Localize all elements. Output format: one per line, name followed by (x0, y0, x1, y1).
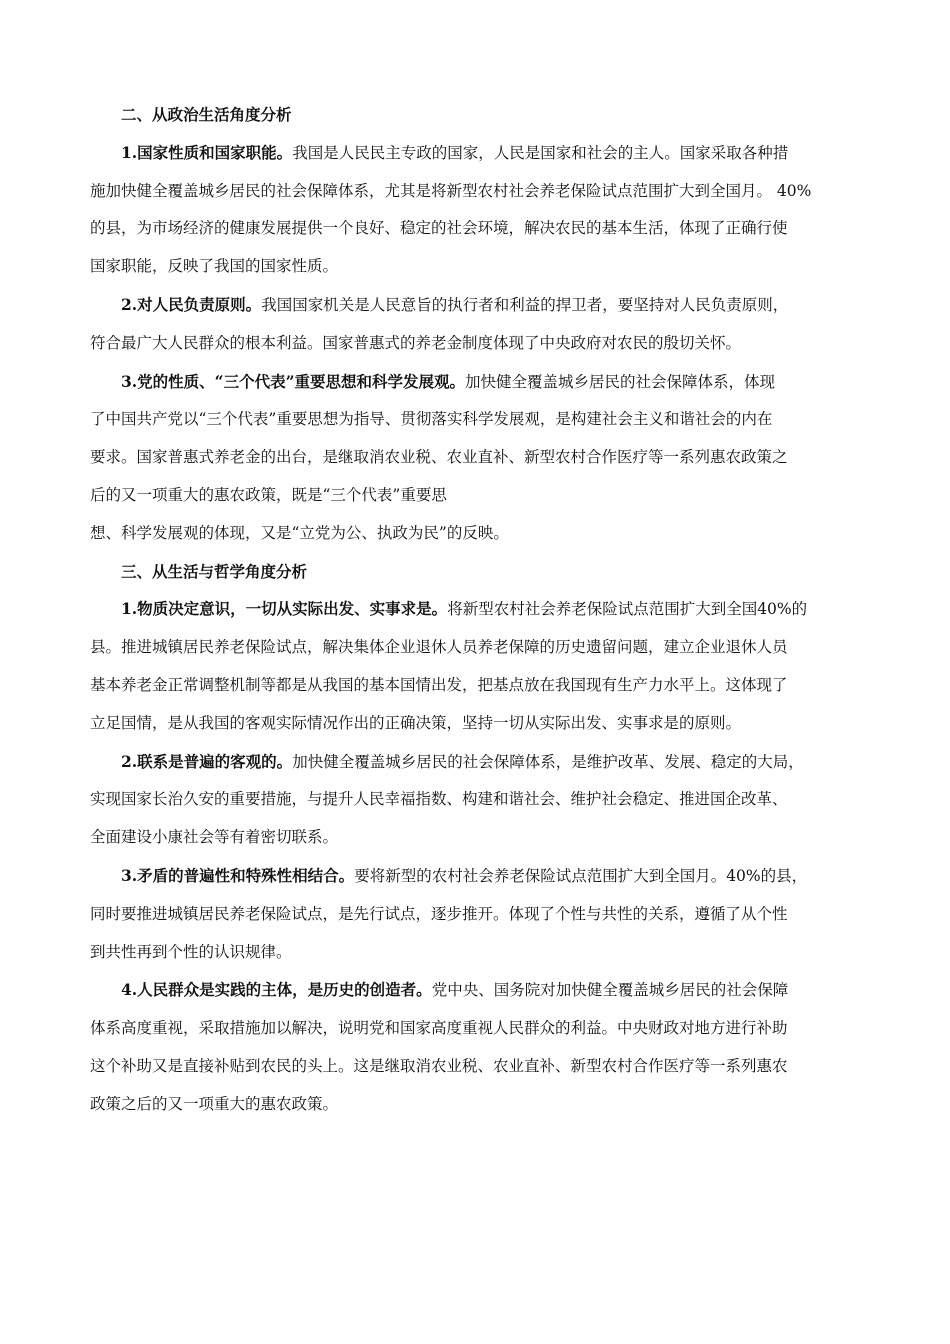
text-line (90, 286, 860, 325)
line-text: 将新型农村社会养老保险试点范围扩大到全国40%的 (447, 600, 808, 619)
line-text: 施加快健全覆盖城乡居民的社会保障体系，尤其是将新型农村社会养老保险试点范围扩大到全国月。 40% (90, 181, 812, 200)
line-text: 加快健全覆盖城乡居民的社会保障体系，体现 (465, 372, 776, 391)
text-line (90, 248, 860, 286)
bold-lead: 2.对人民负责原则。 (121, 294, 262, 314)
line-text: 县。推进城镇居民养老保险试点，解决集体企业退休人员养老保障的历史遗留问题，建立企业退休人员 (90, 638, 788, 657)
text-line (90, 363, 860, 402)
text-line (90, 667, 860, 705)
line-text: 实现国家长治久安的重要措施，与提升人民幸福指数、构建和谐社会、维护社会稳定、推进国企改革、 (90, 790, 788, 809)
text-line (90, 971, 860, 1010)
line-text: 后的又一项重大的惠农政策，既是“三个代表”重要思 (90, 485, 447, 504)
line-text: 这个补助又是直接补贴到农民的头上。这是继取消农业税、农业直补、新型农村合作医疗等一系列惠农 (90, 1056, 788, 1075)
section-heading (90, 553, 860, 591)
text-line (90, 934, 860, 972)
line-text: 政策之后的又一项重大的惠农政策。 (90, 1094, 339, 1113)
bold-lead: 1.国家性质和国家职能。 (121, 142, 293, 162)
text-line (90, 1048, 860, 1086)
line-text: 同时要推进城镇居民养老保险试点，是先行试点，逐步推开。体现了个性与共性的关系，遵循了从个性 (90, 904, 788, 923)
section-heading (90, 96, 860, 134)
bold-lead: 二、从政治生活角度分析 (121, 105, 292, 124)
text-line (90, 857, 860, 896)
document-body (90, 96, 860, 1124)
text-line (90, 1010, 860, 1048)
text-line (90, 401, 860, 439)
document-page (90, 96, 860, 1124)
bold-lead: 3.矛盾的普遍性和特殊性相结合。 (121, 865, 355, 885)
line-text: 我国是人民民主专政的国家，人民是国家和社会的主人。国家采取各种措 (292, 143, 789, 162)
line-text: 立足国情，是从我国的客观实际情况作出的正确决策，坚持一切从实际出发、实事求是的原则。 (90, 713, 742, 732)
text-line (90, 819, 860, 857)
line-text: 了中国共产党以“三个代表”重要思想为指导、贯彻落实科学发展观，是构建社会主义和谐社会的内在 (90, 410, 773, 429)
line-text: 到共性再到个性的认识规律。 (90, 942, 292, 961)
line-text: 党中央、国务院对加快健全覆盖城乡居民的社会保障 (431, 981, 789, 1000)
bold-lead: 三、从生活与哲学角度分析 (121, 561, 308, 581)
text-line (90, 515, 860, 553)
text-line (90, 590, 860, 629)
line-text: 的县，为市场经济的健康发展提供一个良好、稳定的社会环境，解决农民的基本生活，体现了正确行使 (90, 219, 788, 238)
text-line (90, 781, 860, 819)
bold-lead: 2.联系是普遍的客观的。 (121, 751, 293, 771)
text-line (90, 134, 860, 173)
line-text: 我国国家机关是人民意旨的执行者和利益的捍卫者，要坚持对人民负责原则， (261, 295, 789, 314)
bold-lead: 4.人民群众是实践的主体，是历史的创造者。 (121, 980, 432, 1000)
line-text: 要将新型的农村社会养老保险试点范围扩大到全国月。40%的县， (354, 866, 808, 885)
text-line (90, 325, 860, 363)
text-line (90, 439, 860, 477)
text-line (90, 210, 860, 248)
line-text: 国家职能，反映了我国的国家性质。 (90, 257, 339, 276)
text-line (90, 477, 860, 515)
text-line (90, 629, 860, 667)
line-text: 体系高度重视，采取措施加以解决，说明党和国家高度重视人民群众的利益。中央财政对地方进行补助 (90, 1019, 788, 1038)
text-line (90, 1086, 860, 1124)
text-line (90, 173, 860, 211)
text-line (90, 743, 860, 782)
line-text: 基本养老金正常调整机制等都是从我国的基本国情出发，把基点放在我国现有生产力水平上。这体现了 (90, 675, 788, 694)
bold-lead: 3.党的性质、“三个代表”重要思想和科学发展观。 (121, 371, 466, 391)
line-text: 符合最广大人民群众的根本利益。国家普惠式的养老金制度体现了中央政府对农民的殷切关怀。 (90, 333, 742, 352)
text-line (90, 896, 860, 934)
line-text: 要求。国家普惠式养老金的出台，是继取消农业税、农业直补、新型农村合作医疗等一系列惠农政策之 (90, 448, 788, 467)
text-line (90, 705, 860, 743)
line-text: 加快健全覆盖城乡居民的社会保障体系，是维护改革、发展、稳定的大局， (292, 752, 804, 771)
line-text: 全面建设小康社会等有着密切联系。 (90, 828, 339, 847)
bold-lead: 1.物质决定意识，一切从实际出发、实事求是。 (121, 599, 448, 619)
line-text: 想、科学发展观的体现，又是“立党为公、执政为民”的反映。 (90, 523, 509, 542)
